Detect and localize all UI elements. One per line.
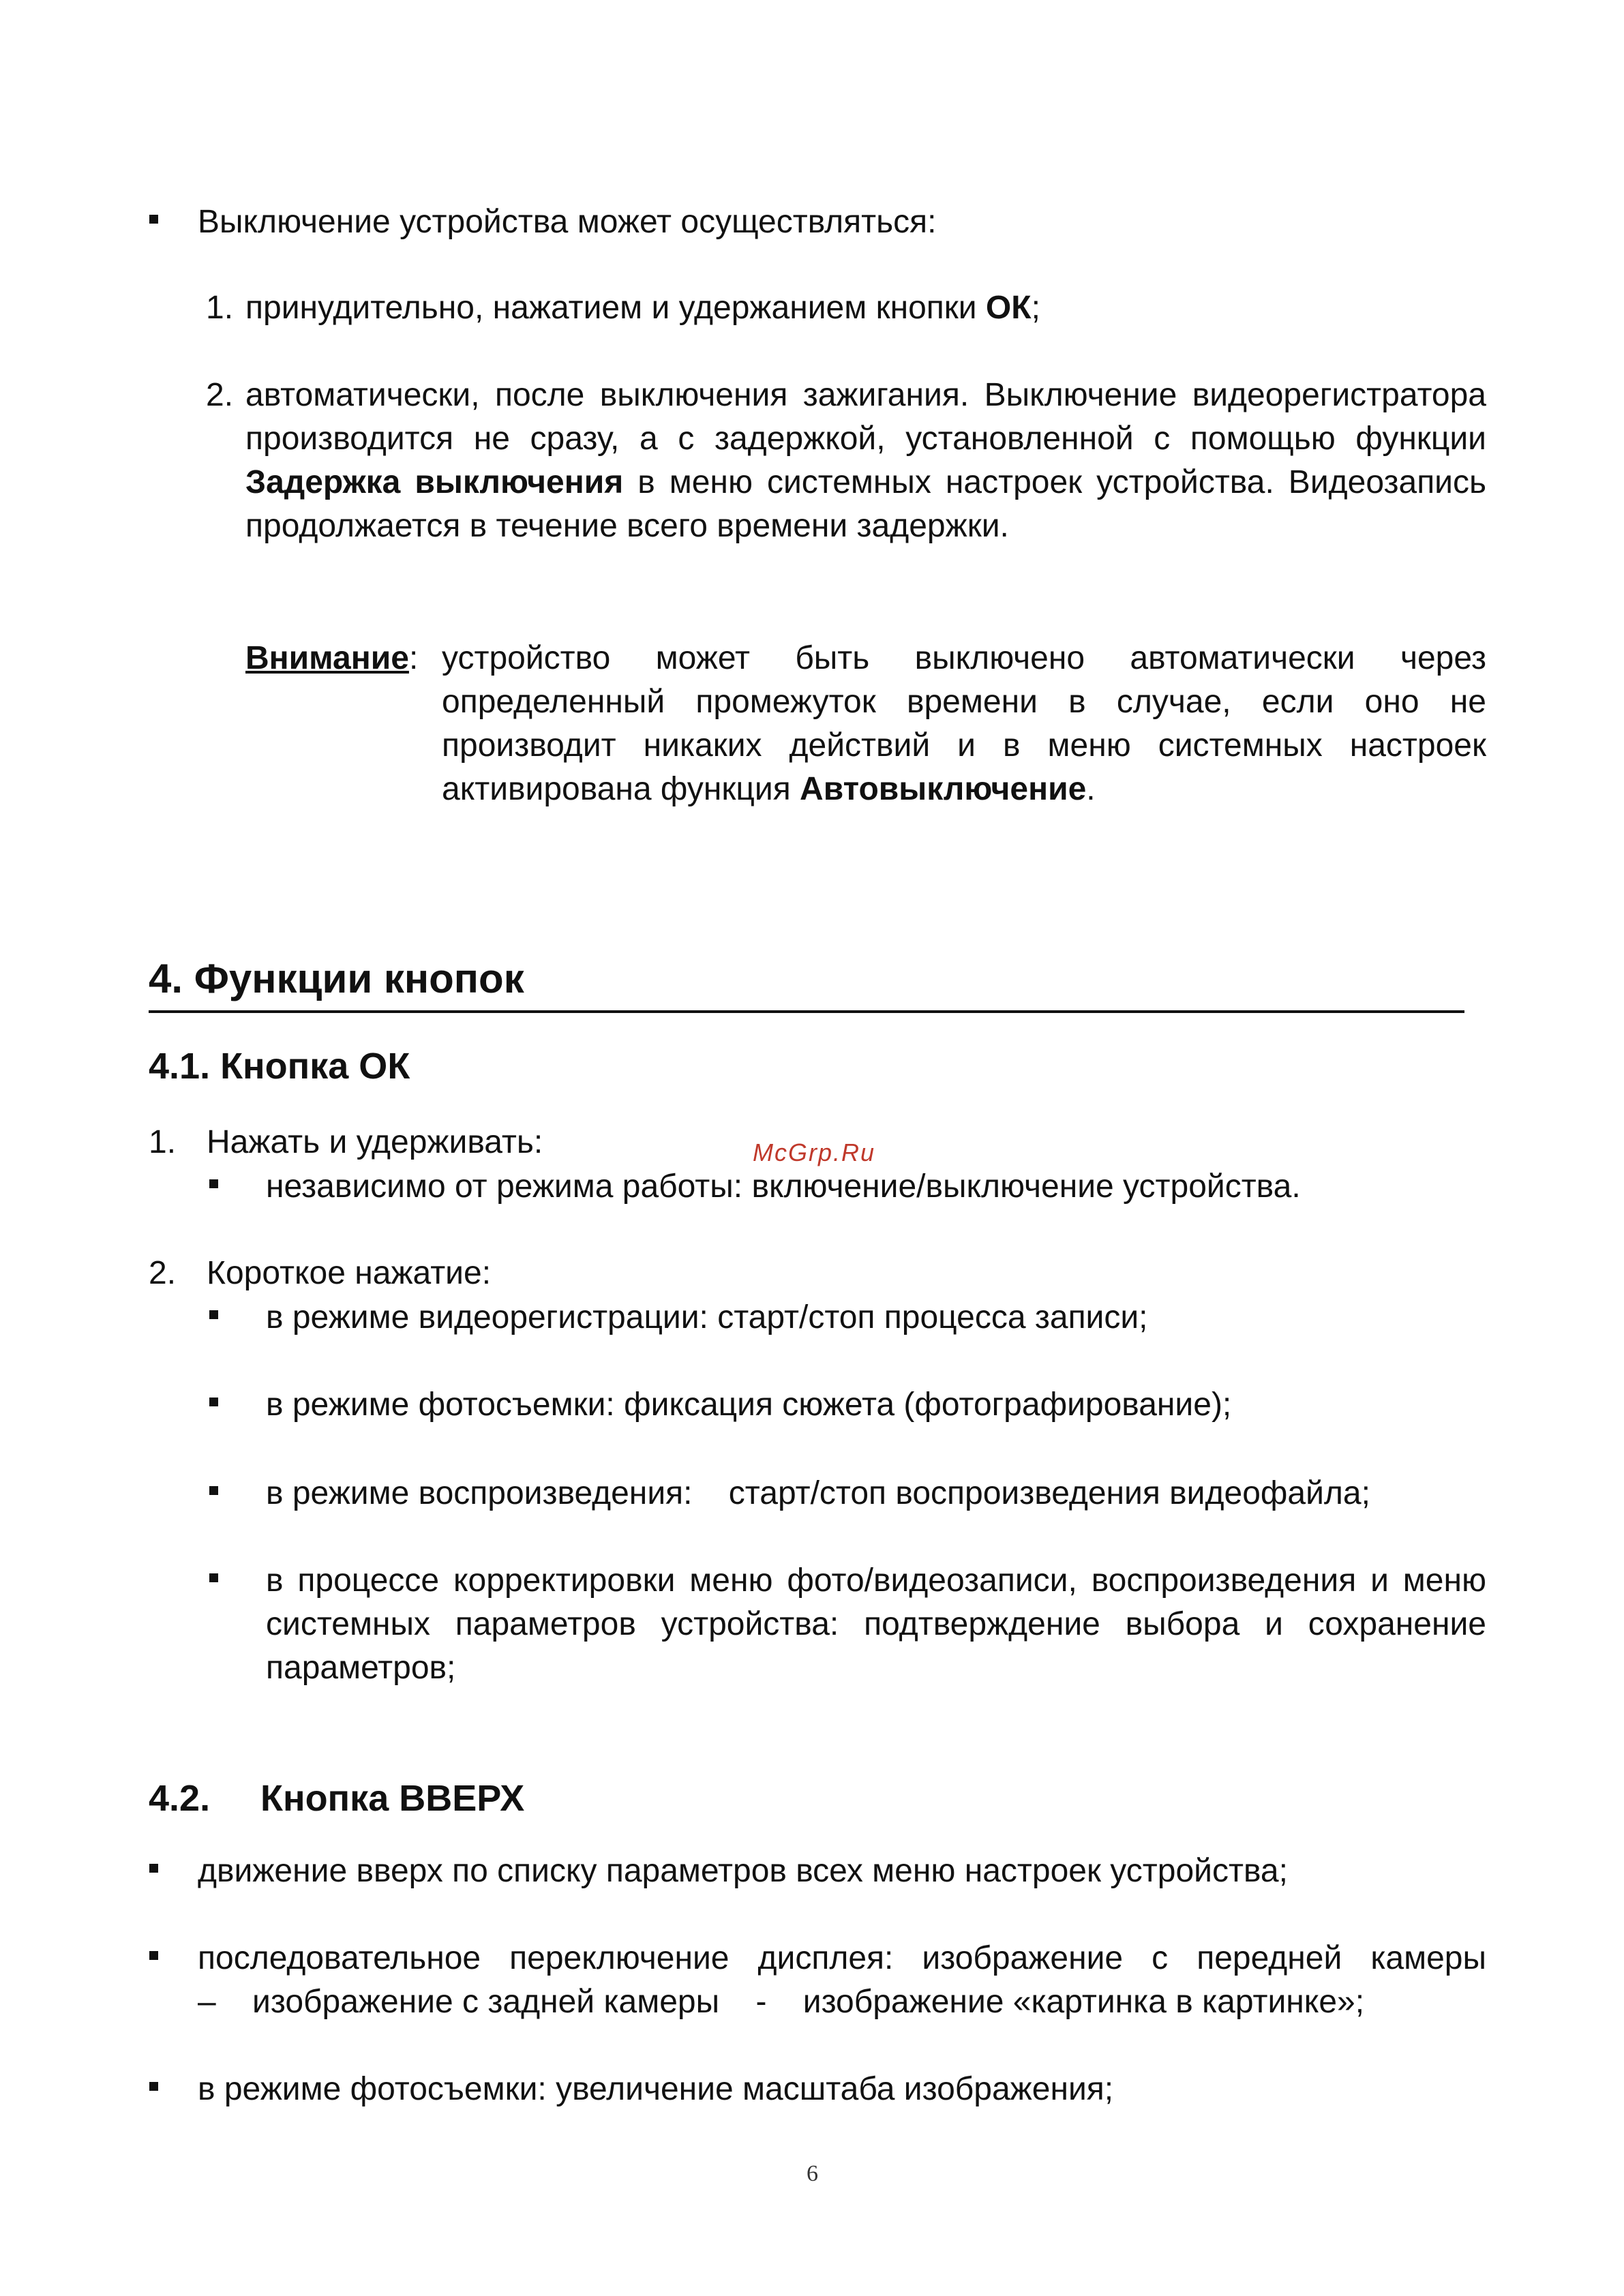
intro-item2-text-before: автоматически, после выключения зажигания. Выключение видеорегистратора производится не сразу, а с задержкой, установленной с помощью функции bbox=[245, 377, 1486, 457]
ok-item1-label: Нажать и удерживать: bbox=[207, 1124, 543, 1160]
page-number: 6 bbox=[807, 2161, 818, 2186]
intro-item2-bold: Задержка выключения bbox=[245, 464, 624, 500]
ok-item2-number: 2. bbox=[149, 1255, 177, 1291]
ok-item1-bullet-1: независимо от режима работы: включение/выключение устройства. bbox=[266, 1168, 1301, 1205]
bullet-marker bbox=[209, 1179, 218, 1188]
attention-tail: . bbox=[1086, 771, 1096, 807]
bullet-marker bbox=[149, 1864, 158, 1873]
intro-item1-tail: ; bbox=[1031, 290, 1040, 326]
attention-text bbox=[442, 637, 1486, 811]
bullet-marker bbox=[209, 1310, 218, 1319]
up-bullet-2: последовательное переключение дисплея: изображение с передней камеры bbox=[198, 1940, 1486, 1976]
intro-item2-number: 2. bbox=[206, 377, 234, 413]
up-bullet-1: движение вверх по списку параметров всех меню настроек устройства; bbox=[198, 1853, 1288, 1889]
up-bullet-3: в режиме фотосъемки: увеличение масштаба изображения; bbox=[198, 2071, 1114, 2107]
ok-item2-bullet-3: в режиме воспроизведения: старт/стоп воспроизведения видеофайла; bbox=[266, 1475, 1370, 1511]
intro-bullet-text: Выключение устройства может осуществляться: bbox=[198, 204, 937, 240]
watermark: McGrp.Ru bbox=[753, 1138, 876, 1166]
intro-item1-bold: ОК bbox=[985, 290, 1032, 326]
attention-bold: Автовыключение bbox=[800, 771, 1087, 807]
ok-item1-number: 1. bbox=[149, 1124, 177, 1160]
attention-text-before: устройство может быть выключено автоматически через определенный промежуток времени в случае, если оно не производит никаких действий и в меню системных настроек активирована функция bbox=[442, 640, 1486, 807]
bullet-marker bbox=[209, 1486, 218, 1495]
section-4-2-title: Кнопка ВВЕРХ bbox=[260, 1778, 525, 1819]
intro-item1-number: 1. bbox=[206, 290, 234, 326]
bullet-marker bbox=[149, 2082, 158, 2091]
section-4-1-title: 4.1. Кнопка ОК bbox=[149, 1046, 410, 1087]
ok-item2-bullet-2: в режиме фотосъемки: фиксация сюжета (фотографирование); bbox=[266, 1387, 1232, 1423]
attention-colon: : bbox=[408, 640, 419, 676]
section-4-rule bbox=[149, 1010, 1464, 1013]
intro-item1 bbox=[245, 286, 1040, 330]
attention-label-wrap bbox=[245, 637, 418, 680]
ok-item2-bullet-4: в процессе корректировки меню фото/видеозаписи, воспроизведения и меню системных параметров устройства: подтверждение выбора и сохранение параметров; bbox=[266, 1562, 1486, 1686]
section-4-2-number: 4.2. bbox=[149, 1778, 211, 1819]
section-4-title: 4. Функции кнопок bbox=[149, 956, 524, 1001]
ok-item2-label: Короткое нажатие: bbox=[207, 1255, 492, 1291]
up-bullet-2-continuation: – изображение с задней камеры - изображение «картинка в картинке»; bbox=[198, 1984, 1365, 2020]
bullet-marker bbox=[149, 1951, 158, 1960]
attention-label: Внимание bbox=[245, 640, 409, 676]
bullet-marker bbox=[209, 1398, 218, 1406]
intro-item2 bbox=[245, 374, 1486, 548]
intro-item1-text: принудительно, нажатием и удержанием кнопки bbox=[245, 290, 977, 326]
bullet-marker bbox=[149, 215, 158, 224]
ok-item2-bullet-1: в режиме видеорегистрации: старт/стоп процесса записи; bbox=[266, 1299, 1148, 1335]
intro-item2-text-after: в меню системных настроек устройства. Видеозапись продолжается в течение всего времени задержки. bbox=[245, 464, 1487, 544]
bullet-marker bbox=[209, 1573, 218, 1582]
